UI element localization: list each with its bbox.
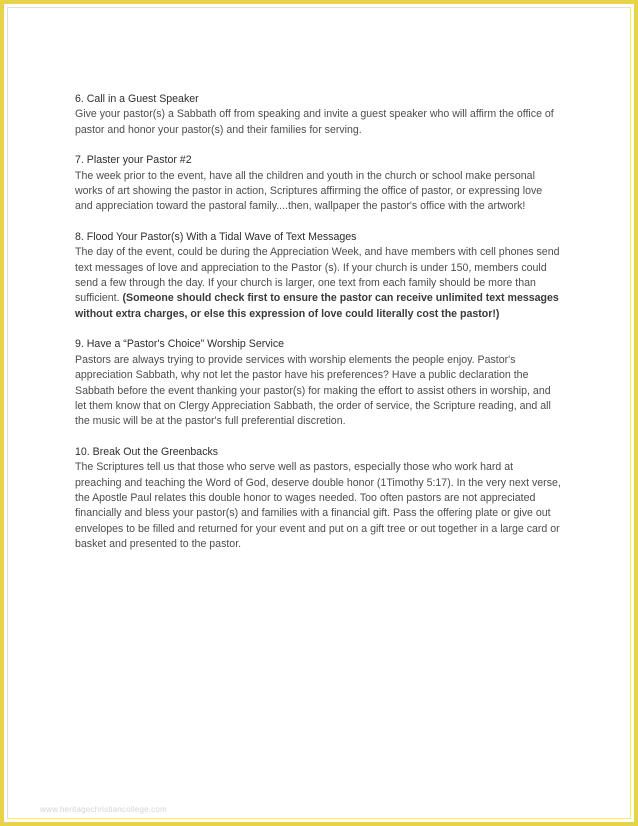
section-heading: 9. Have a “Pastor's Choice” Worship Service [75,338,285,351]
section-plaster-pastor [75,153,561,215]
section-heading: 7. Plaster your Pastor #2 [75,154,192,167]
section-greenbacks [75,445,561,553]
section-heading: 8. Flood Your Pastor(s) With a Tidal Wave of Text Messages [75,230,357,243]
section-paragraph: Pastors are always trying to provide services with worship elements the people enjoy. Pastor's appreciation Sabbath, why not let the pastor have his preferences? Have a public declaration the Sabbath before the event thanking your pastor(s) for making the effort to assist others in worship, and let them know that on Clergy Appreciation Sabbath, the order of service, the Scripture reading, and all the music will be at the pastor's full preferential discretion. [75,353,551,428]
paragraph-text: The day of the event, could be during the Appreciation Week, and have members with cell phones send text messages of love and appreciation to the Pastor (s). If your church is under 150, members could send a few through the day. If your church is larger, one text from each family should be more than sufficient. [75,246,560,305]
section-heading: 6. Call in a Guest Speaker [75,93,199,105]
section-guest-speaker [75,92,561,138]
section-heading: 10. Break Out the Greenbacks [75,445,219,458]
section-paragraph: The week prior to the event, have all the children and youth in the church or school make personal works of art showing the pastor in action, Scriptures affirming the office of pastor, or expressing love and appreciation toward the pastoral family....then, wallpaper the pastor's office with the artwork! [75,169,543,213]
document-body [75,92,561,568]
section-worship-service [75,337,561,429]
watermark-text: www.heritagechristiancollege.com [40,805,167,814]
section-paragraph [75,245,561,322]
section-text-messages [75,230,561,322]
paragraph-emphasis: (Someone should check first to ensure the pastor can receive unlimited text messages without extra charges, or else this expression of love could literally cost the pastor!) [75,292,559,320]
section-paragraph: The Scriptures tell us that those who serve well as pastors, especially those who work hard at preaching and teaching the Word of God, deserve double honor (1Timothy 5:17). In the very next verse, the Apostle Paul relates this double honor to wages needed. Too often pastors are not appreciated financially and bless your pastor(s) and families with a financial gift. Pass the offering plate or give out envelopes to be filled and returned for your event and put on a gift tree or out together in a large card or basket and presented to the pastor. [75,461,561,551]
section-paragraph: Give your pastor(s) a Sabbath off from speaking and invite a guest speaker who will affirm the office of pastor and honor your pastor(s) and their families for serving. [75,108,554,136]
